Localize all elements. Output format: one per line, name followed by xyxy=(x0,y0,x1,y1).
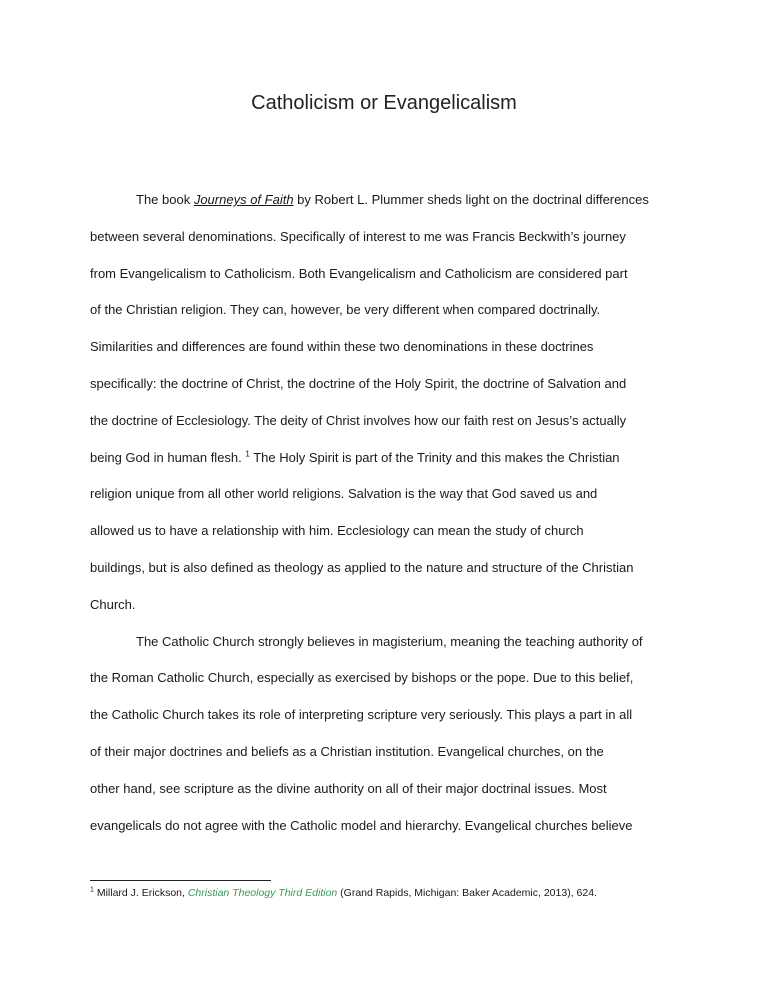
paragraph-1-line-1 xyxy=(90,182,690,219)
paragraph-line: specifically: the doctrine of Christ, the doctrine of the Holy Spirit, the doctrine of Salvation and xyxy=(90,375,627,391)
footnote-divider xyxy=(90,880,271,881)
paragraph-line: of the Christian religion. They can, however, be very different when compared doctrinally. xyxy=(90,302,601,318)
paragraph-line: the Roman Catholic Church, especially as exercised by bishops or the pope. Due to this belief, xyxy=(90,670,634,686)
paragraph-line: the Catholic Church takes its role of interpreting scripture very seriously. This plays a part in all xyxy=(90,707,633,723)
paragraph-line: allowed us to have a relationship with him. Ecclesiology can mean the study of church xyxy=(90,523,584,539)
footnote-marker: 1 xyxy=(245,449,250,459)
paragraph-line: of their major doctrines and beliefs as a Christian institution. Evangelical churches, on the xyxy=(90,743,604,759)
paragraph-line: evangelicals do not agree with the Catholic model and hierarchy. Evangelical churches believe xyxy=(90,817,633,833)
paragraph-line: buildings, but is also defined as theology as applied to the nature and structure of the Christian xyxy=(90,559,634,575)
text-span: being God in human flesh. xyxy=(90,449,246,465)
text-span: by Robert L. Plummer sheds light on the doctrinal differences xyxy=(293,192,649,207)
book-title: Journeys of Faith xyxy=(193,192,294,207)
document-title: Catholicism or Evangelicalism xyxy=(251,92,517,114)
footnote-book-title: Christian Theology Third Edition xyxy=(187,887,338,899)
paragraph-line: between several denominations. Specifically of interest to me was Francis Beckwith’s journey xyxy=(90,228,626,244)
document-body xyxy=(90,182,690,844)
paragraph-2-line-1: The Catholic Church strongly believes in magisterium, meaning the teaching authority of xyxy=(136,633,643,649)
paragraph-line: Similarities and differences are found within these two denominations in these doctrines xyxy=(90,339,594,355)
paragraph-line-with-footnote xyxy=(90,440,690,477)
footnote-author: Millard J. Erickson, xyxy=(93,887,188,899)
footnote xyxy=(90,887,710,899)
footnote-citation: (Grand Rapids, Michigan: Baker Academic, 2013), 624. xyxy=(337,887,597,899)
paragraph-line: the doctrine of Ecclesiology. The deity of Christ involves how our faith rest on Jesus’s actually xyxy=(90,412,627,428)
paragraph-line: from Evangelicalism to Catholicism. Both Evangelicalism and Catholicism are considered part xyxy=(90,265,628,281)
paragraph-line: religion unique from all other world religions. Salvation is the way that God saved us and xyxy=(90,486,598,502)
paragraph-line: Church. xyxy=(90,596,136,612)
paragraph-line: other hand, see scripture as the divine authority on all of their major doctrinal issues. Most xyxy=(90,780,607,796)
text-span: The book xyxy=(136,192,194,207)
text-span: The Holy Spirit is part of the Trinity and this makes the Christian xyxy=(249,449,620,465)
footnote-number: 1 xyxy=(90,886,94,894)
